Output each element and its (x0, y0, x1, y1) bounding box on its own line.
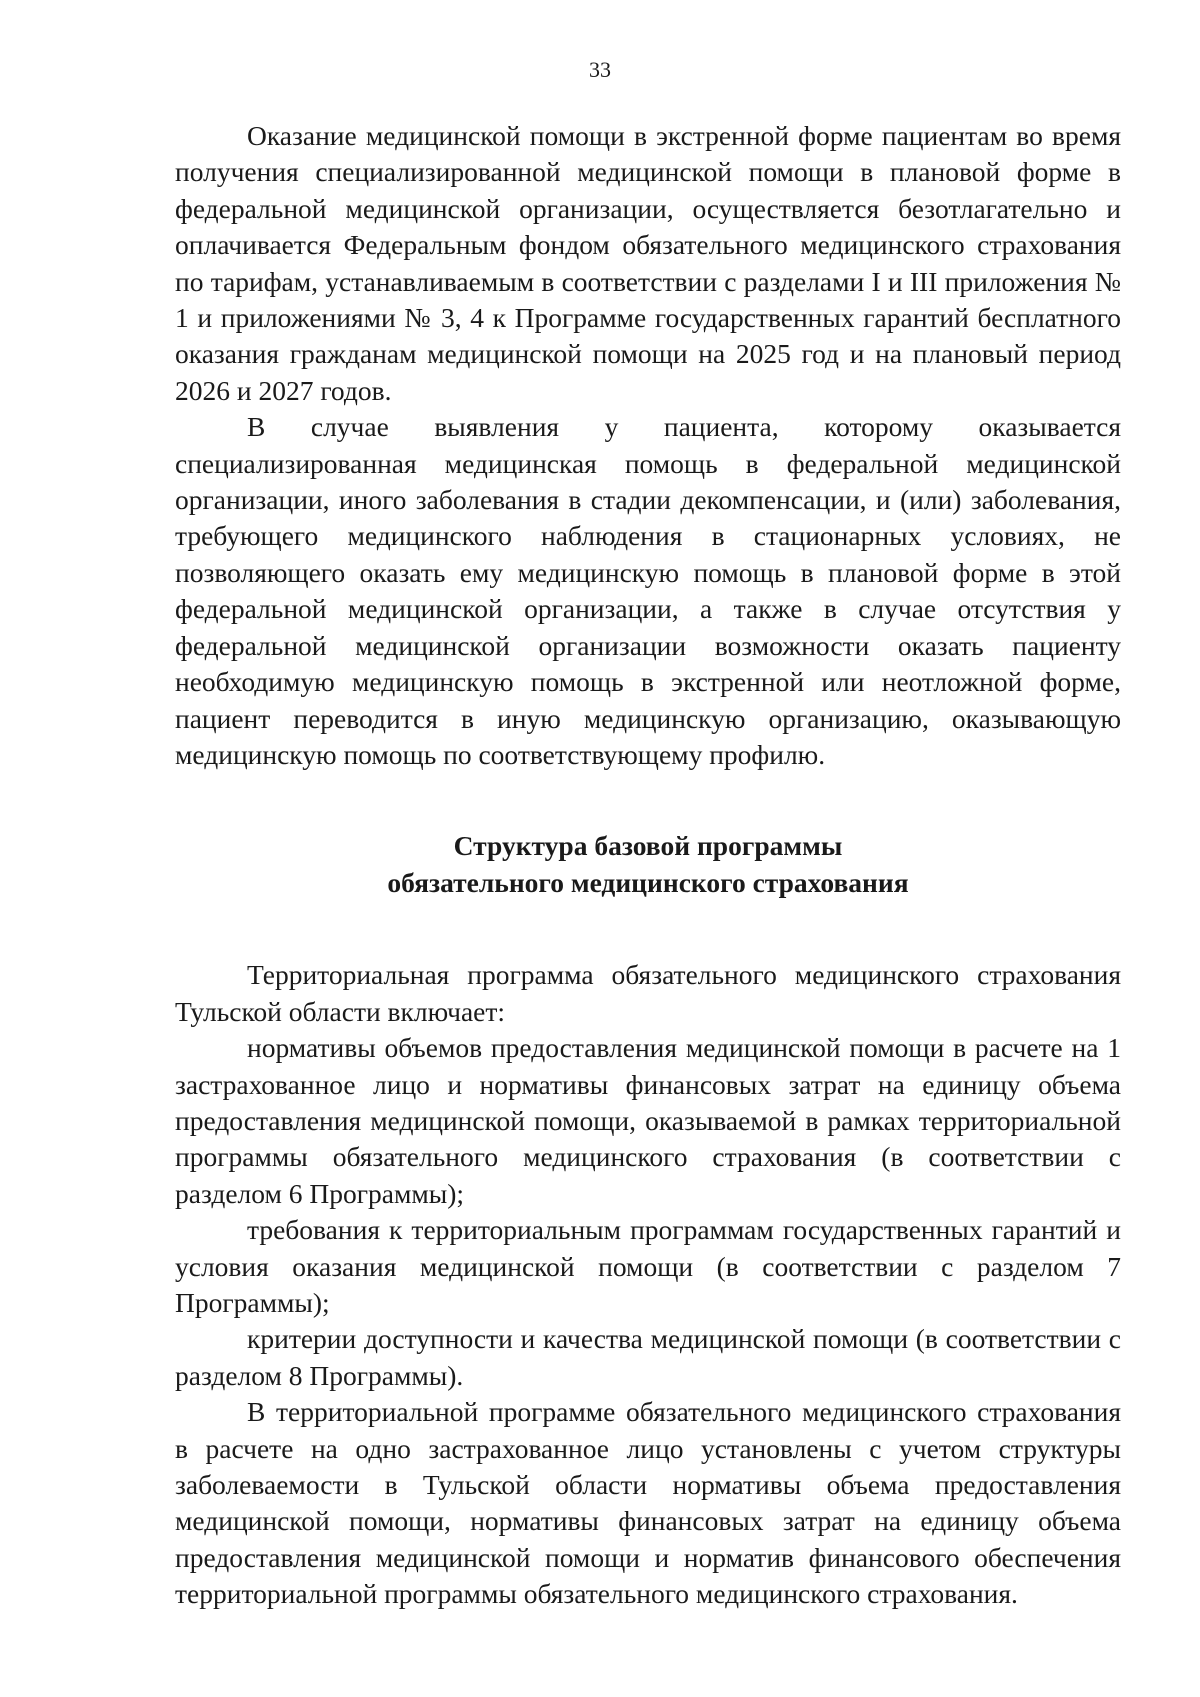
section-heading (175, 827, 1121, 901)
page-number: 33 (589, 57, 611, 82)
page-content (175, 118, 1121, 1613)
paragraph-established-standards: В территориальной программе обязательного медицинского страхования в расчете на одно застрахованное лицо установлены с учетом структуры заболеваемости в Тульской области нормативы объема предоставления медицинской помощи, нормативы финансовых затрат на единицу объема предоставления медицинской помощи и норматив финансового обеспечения территориальной программы обязательного медицинского страхования. (175, 1396, 1121, 1610)
paragraph-patient-transfer: В случае выявления у пациента, которому оказывается специализированная медицинская помощь в федеральной медицинской организации, иного заболевания в стадии декомпенсации, и (или) заболевания, требующего медицинского наблюдения в стационарных условиях, не позволяющего оказать ему медицинскую помощь в плановой форме в этой федеральной медицинской организации, а также в случае отсутствия у федеральной медицинской организации возможности оказать пациенту необходимую медицинскую помощь в экстренной или неотложной форме, пациент переводится в иную медицинскую организацию, оказывающую медицинскую помощь по соответствующему профилю. (175, 411, 1121, 770)
list-item-criteria: критерии доступности и качества медицинской помощи (в соответствии с разделом 8 Программы). (175, 1323, 1121, 1391)
list-item-requirements: требования к территориальным программам государственных гарантий и условия оказания медицинской помощи (в соответствии с разделом 7 Программы); (175, 1214, 1121, 1318)
list-item-volume-standards: нормативы объемов предоставления медицинской помощи в расчете на 1 застрахованное лицо и нормативы финансовых затрат на единицу объема предоставления медицинской помощи, оказываемой в рамках территориальной программы обязательного медицинского страхования (в соответствии с разделом 6 Программы); (175, 1032, 1121, 1209)
section-heading-line1: Структура базовой программы (453, 830, 843, 862)
section-heading-line2: обязательного медицинского страхования (387, 867, 909, 899)
paragraph-program-includes: Территориальная программа обязательного медицинского страхования Тульской области включает: (175, 959, 1121, 1027)
paragraph-emergency-care: Оказание медицинской помощи в экстренной форме пациентам во время получения специализированной медицинской помощи в плановой форме в федеральной медицинской организации, осуществляется безотлагательно и оплачивается Федеральным фондом обязательного медицинского страхования по тарифам, устанавливаемым в соответствии с разделами I и III приложения № 1 и приложениями № 3, 4 к Программе государственных гарантий бесплатного оказания гражданам медицинской помощи на 2025 год и на плановый период 2026 и 2027 годов. (175, 120, 1121, 406)
